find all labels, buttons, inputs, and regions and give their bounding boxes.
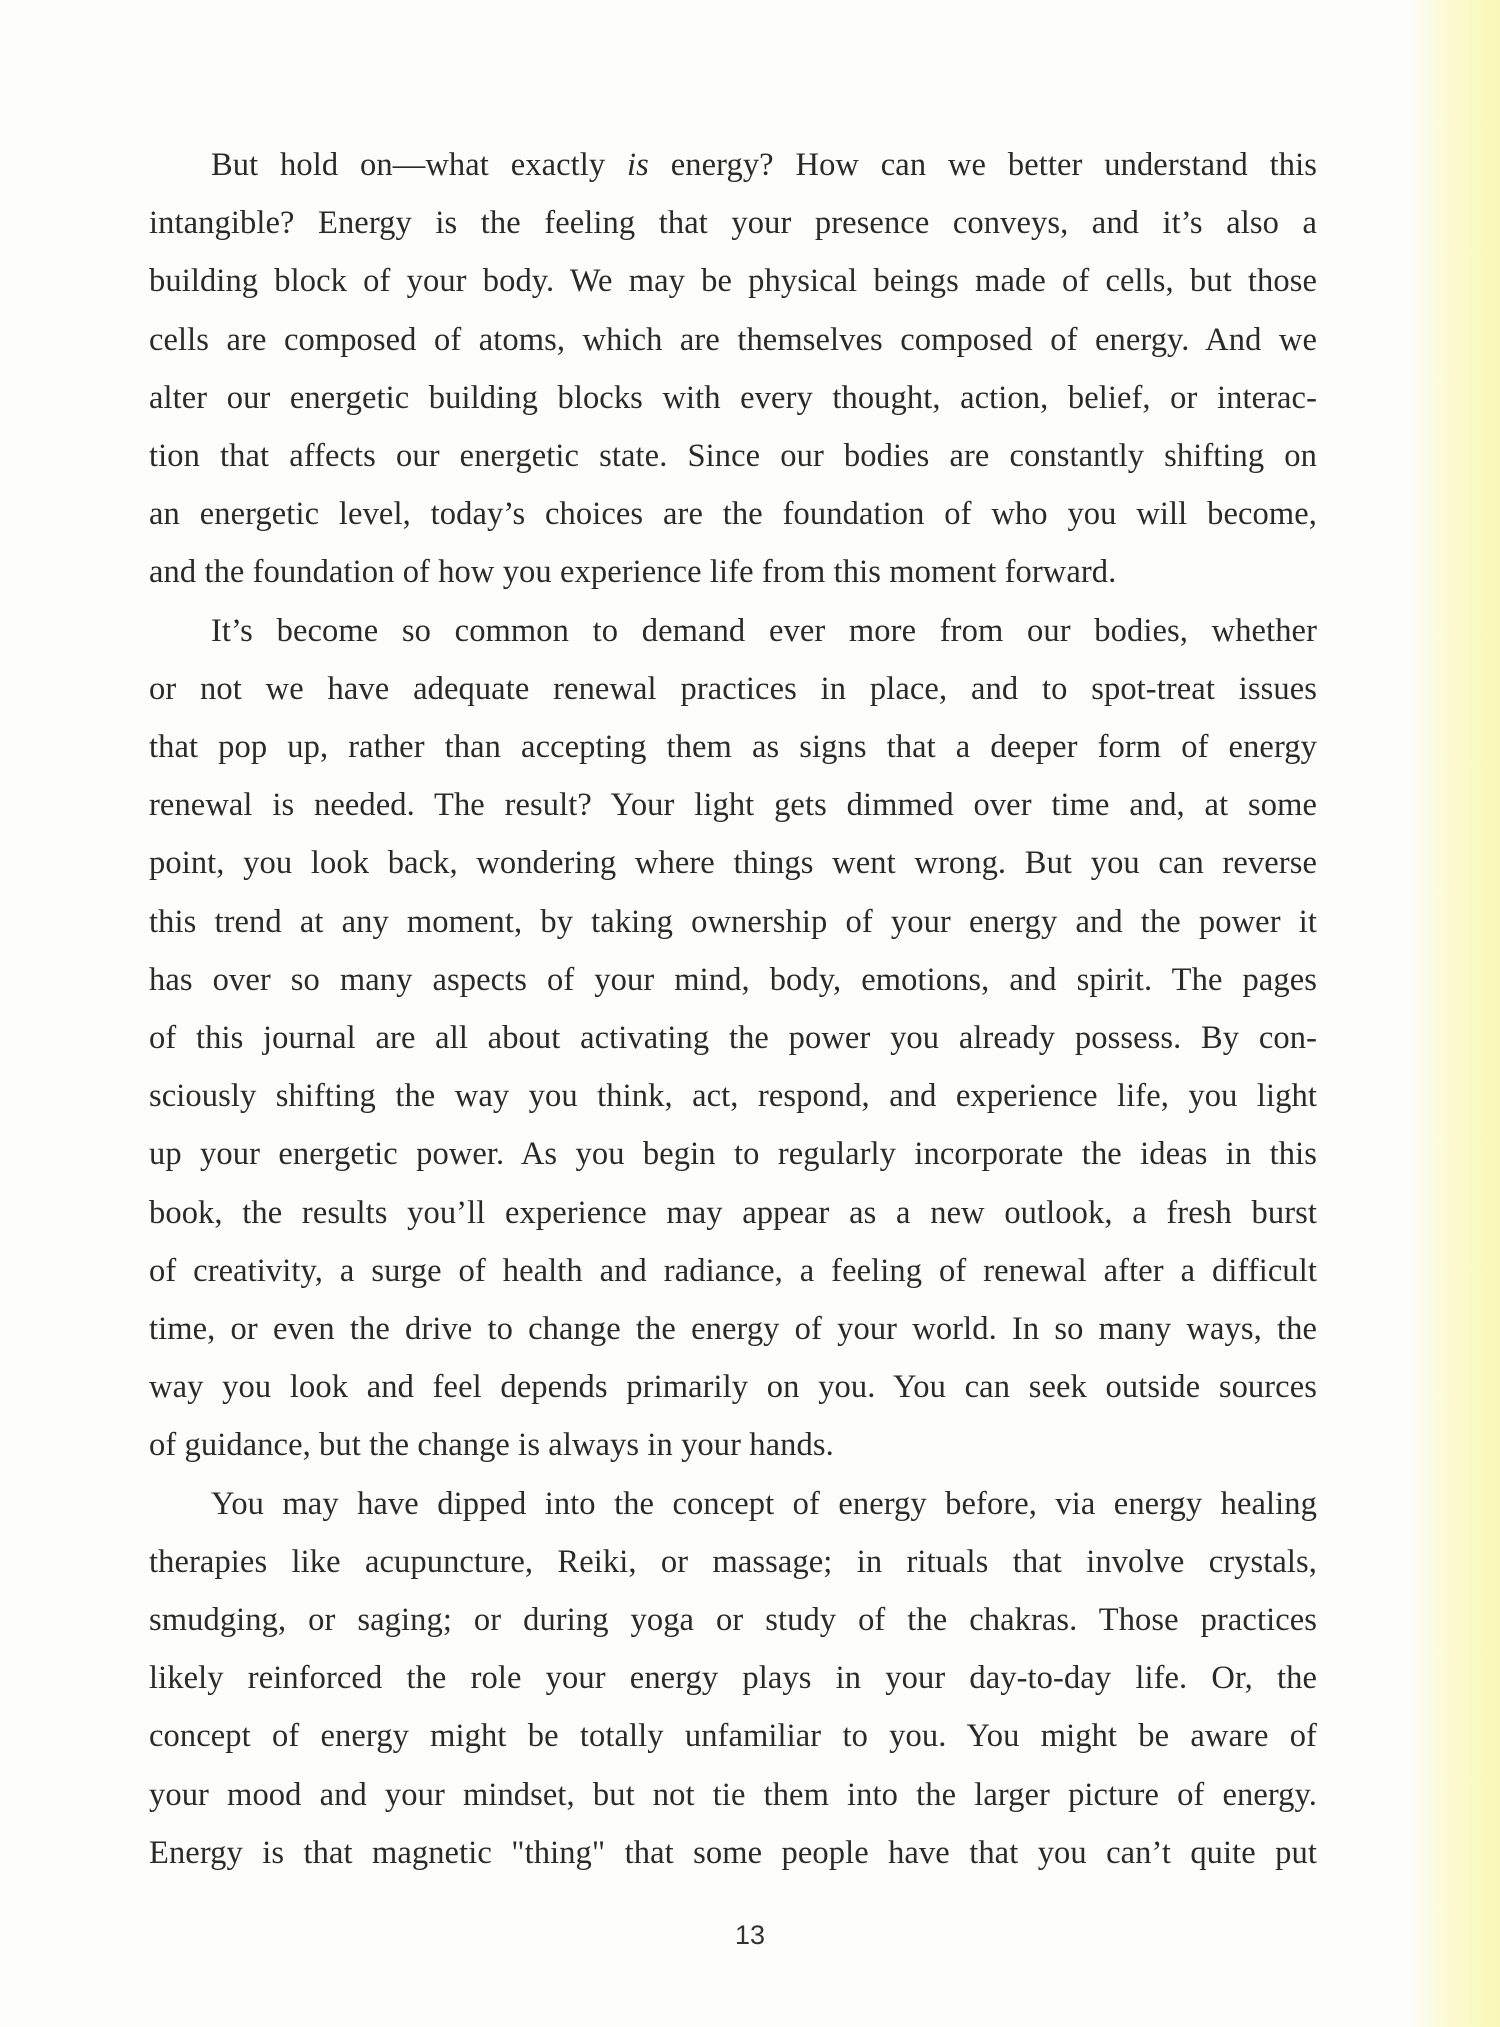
text-line: way you look and feel depends primarily on you. You can seek outside sources [149,1369,1317,1406]
text-line: alter our energetic building blocks with every thought, action, belief, or interac- [149,379,1317,416]
text-line: You may have dipped into the concept of energy before, via energy healing [211,1485,1317,1522]
text-line: that pop up, rather than accepting them as signs that a deeper form of energy [149,729,1317,766]
page-edge-highlight [1410,0,1500,2027]
text-line: sciously shifting the way you think, act, respond, and experience life, you light [149,1078,1317,1115]
text-line: building block of your body. We may be physical beings made of cells, but those [149,263,1317,300]
text-line: of this journal are all about activating the power you already possess. By con- [149,1020,1317,1057]
text-line: therapies like acupuncture, Reiki, or massage; in rituals that involve crystals, [149,1543,1317,1580]
paragraph-3 [149,1475,1317,1882]
page-number: 13 [734,1920,766,1950]
text-line: likely reinforced the role your energy plays in your day-to-day life. Or, the [149,1660,1317,1697]
paragraph-2 [149,602,1317,1475]
text-line: point, you look back, wondering where things went wrong. But you can reverse [149,845,1317,882]
text-line: and the foundation of how you experience life from this moment forward. [149,554,1117,591]
text-line: intangible? Energy is the feeling that your presence conveys, and it’s also a [149,205,1317,242]
text-line: smudging, or saging; or during yoga or study of the chakras. Those practices [149,1602,1317,1639]
text-line: renewal is needed. The result? Your light gets dimmed over time and, at some [149,787,1317,824]
body-text [149,136,1317,1882]
text-line: Energy is that magnetic "thing" that some people have that you can’t quite put [149,1834,1317,1871]
text-line: up your energetic power. As you begin to regularly incorporate the ideas in this [149,1136,1317,1173]
text-line: time, or even the drive to change the energy of your world. In so many ways, the [149,1311,1317,1348]
paragraph-1 [149,136,1317,602]
text-line: book, the results you’ll experience may appear as a new outlook, a fresh burst [149,1194,1317,1231]
text-line: of guidance, but the change is always in your hands. [149,1427,834,1464]
text-line: this trend at any moment, by taking ownership of your energy and the power it [149,903,1317,940]
text-line: It’s become so common to demand ever more from our bodies, whether [211,612,1317,649]
text-line: But hold on—what exactly is energy? How can we better understand this [211,147,1318,183]
text-line: or not we have adequate renewal practices in place, and to spot-treat issues [149,670,1317,707]
text-line: an energetic level, today’s choices are the foundation of who you will become, [149,496,1317,533]
text-line: concept of energy might be totally unfamiliar to you. You might be aware of [149,1718,1317,1755]
text-line: cells are composed of atoms, which are themselves composed of energy. And we [149,321,1317,358]
text-line: tion that affects our energetic state. Since our bodies are constantly shifting on [149,438,1317,475]
text-line: has over so many aspects of your mind, body, emotions, and spirit. The pages [149,961,1317,998]
text-line: your mood and your mindset, but not tie them into the larger picture of energy. [149,1776,1317,1813]
text-line: of creativity, a surge of health and radiance, a feeling of renewal after a difficult [149,1252,1317,1289]
